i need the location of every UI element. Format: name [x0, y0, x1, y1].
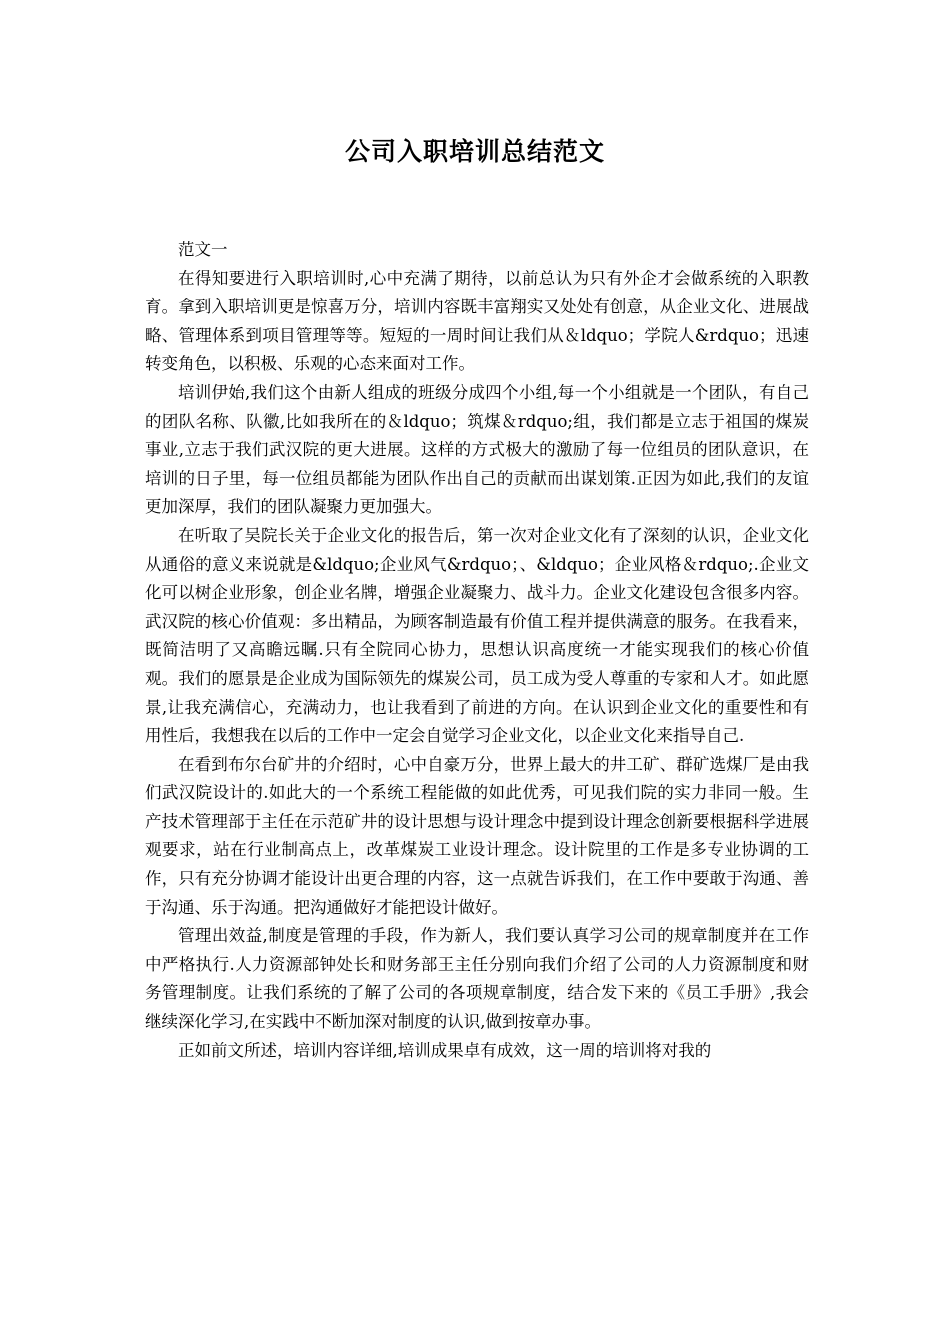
document-body [145, 236, 809, 1065]
paragraph-6: 正如前文所述，培训内容详细,培训成果卓有成效，这一周的培训将对我的 [178, 1040, 712, 1060]
section-label: 范文一 [178, 240, 228, 259]
paragraph-1: 在得知要进行入职培训时,心中充满了期待，以前总认为只有外企才会做系统的入职教育。拿到入职培训更是惊喜万分，培训内容既丰富翔实又处处有创意，从企业文化、进展战略、管理体系到项目管理等等。短短的一周时间让我们从＆ldquo；学院人&rdquo；迅速转变角色，以积极、乐观的心态来面对工作。 [145, 268, 809, 374]
paragraph-5: 管理出效益,制度是管理的手段，作为新人，我们要认真学习公司的规章制度并在工作中严格执行.人力资源部钟处长和财务部王主任分别向我们介绍了公司的人力资源制度和财务管理制度。让我们系统的了解了公司的各项规章制度，结合发下来的《员工手册》,我会继续深化学习,在实践中不断加深对制度的认识,做到按章办事。 [145, 926, 809, 1032]
document-title: 公司入职培训总结范文 [344, 137, 605, 166]
paragraph-4: 在看到布尔台矿井的介绍时，心中自豪万分，世界上最大的井工矿、群矿选煤厂是由我们武汉院设计的.如此大的一个系统工程能做的如此优秀，可见我们院的实力非同一般。生产技术管理部于主任在示范矿井的设计思想与设计理念中提到设计理念创新要根据科学进展观要求，站在行业制高点上，改革煤炭工业设计理念。设计院里的工作是多专业协调的工作，只有充分协调才能设计出更合理的内容，这一点就告诉我们，在工作中要敢于沟通、善于沟通、乐于沟通。把沟通做好才能把设计做好。 [145, 754, 809, 917]
paragraph-3: 在听取了吴院长关于企业文化的报告后，第一次对企业文化有了深刻的认识，企业文化从通俗的意义来说就是&ldquo;企业风气&rdquo；、&ldquo；企业风格＆rdquo;.企业文化可以树企业形象，创企业名牌，增强企业凝聚力、战斗力。企业文化建设包含很多内容。武汉院的核心价值观：多出精品，为顾客制造最有价值工程并提供满意的服务。在我看来，既简洁明了又高瞻远瞩.只有全院同心协力，思想认识高度统一才能实现我们的核心价值观。我们的愿景是企业成为国际领先的煤炭公司，员工成为受人尊重的专家和人才。如此愿景,让我充满信心，充满动力，也让我看到了前进的方向。在认识到企业文化的重要性和有用性后，我想我在以后的工作中一定会自觉学习企业文化，以企业文化来指导自己. [145, 525, 809, 746]
paragraph-2: 培训伊始,我们这个由新人组成的班级分成四个小组,每一个小组就是一个团队，有自己的团队名称、队徽,比如我所在的＆ldquo；筑煤＆rdquo;组，我们都是立志于祖国的煤炭事业,立志于我们武汉院的更大进展。这样的方式极大的激励了每一位组员的团队意识，在培训的日子里，每一位组员都能为团队作出自己的贡献而出谋划策.正因为如此,我们的友谊更加深厚，我们的团队凝聚力更加强大。 [145, 382, 809, 517]
